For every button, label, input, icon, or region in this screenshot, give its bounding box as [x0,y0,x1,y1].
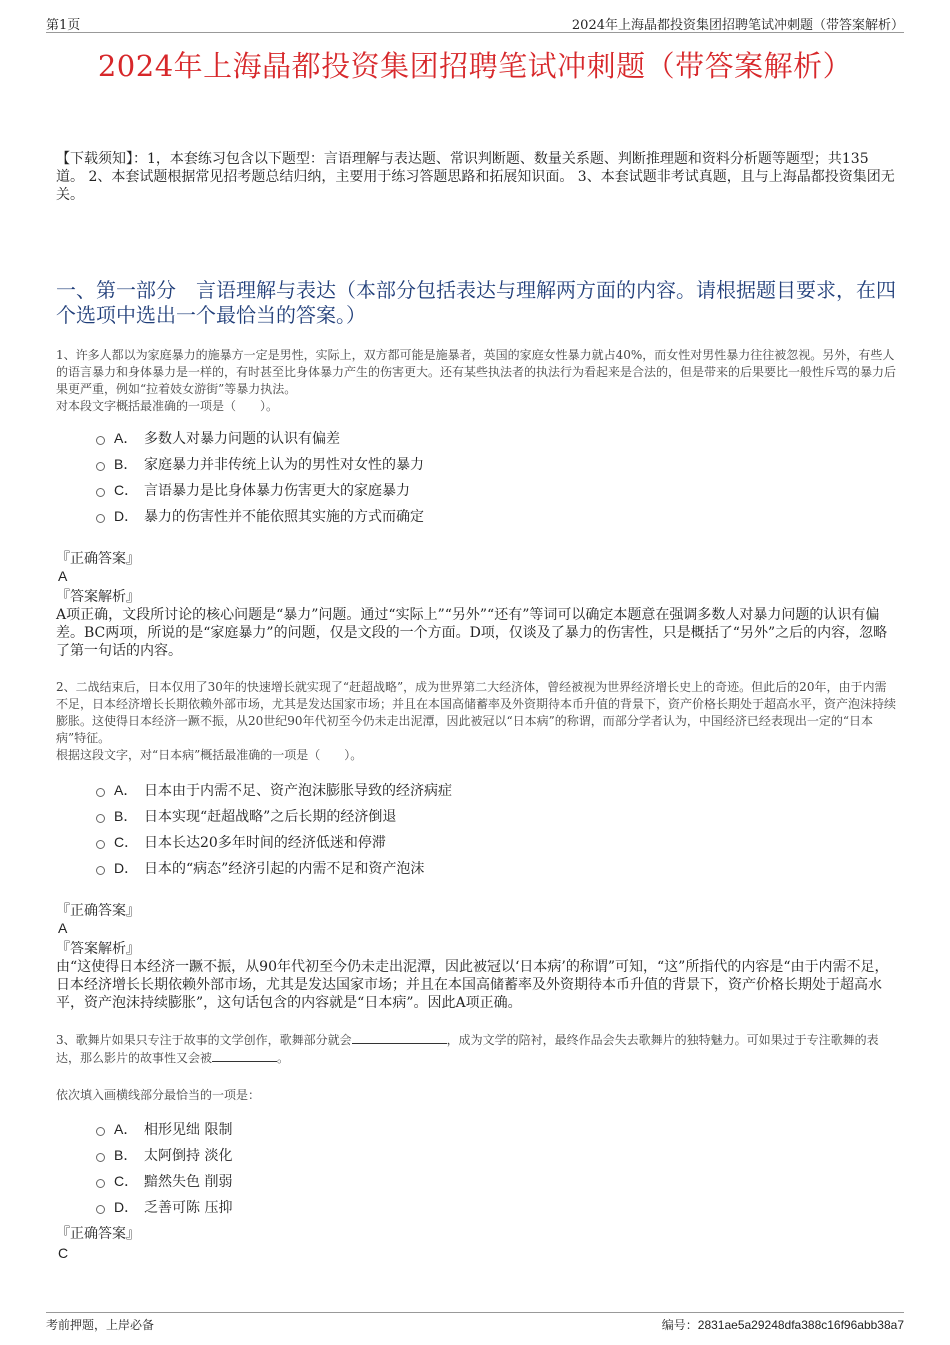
question-1-prompt: 对本段文字概括最准确的一项是（ ）。 [56,399,279,413]
option-b[interactable]: B． 太阿倒持 淡化 [96,1142,876,1168]
option-a[interactable]: A． 日本由于内需不足、资产泡沫膨胀导致的经济病症 [96,777,876,803]
radio-icon[interactable] [96,462,105,471]
header-doc-title: 2024年上海晶都投资集团招聘笔试冲刺题（带答案解析） [571,18,904,33]
question-3-text: 3、歌舞片如果只专注于故事的文学创作，歌舞部分就会 ，成为文学的陪衬，最终作品会失去歌舞片的独特魅力。可如果过于专注歌舞的表达，那么影片的故事性又会被 。 [56,1033,879,1065]
fill-blank-2 [212,1049,277,1062]
option-a[interactable]: A． 多数人对暴力问题的认识有偏差 [96,425,876,451]
radio-icon[interactable] [96,788,105,797]
question-3-options [96,1116,876,1220]
option-d[interactable]: D． 乏善可陈 压抑 [96,1194,876,1220]
question-3-prompt: 依次填入画横线部分最恰当的一项是： [56,1088,261,1102]
page-header [46,14,904,33]
radio-icon[interactable] [96,840,105,849]
answer-value: A [58,920,68,936]
answer-value: C [58,1245,69,1261]
option-b[interactable]: B． 家庭暴力并非传统上认为的男性对女性的暴力 [96,451,876,477]
question-2-options [96,777,876,881]
page-footer [46,1312,904,1333]
option-c[interactable]: C． 日本长达20多年时间的经济低迷和停滞 [96,829,876,855]
question-1-options [96,425,876,529]
option-d[interactable]: D． 日本的“病态”经济引起的内需不足和资产泡沫 [96,855,876,881]
question-2-analysis: 由“这使得日本经济一蹶不振，从90年代初至今仍未走出泥潭，因此被冠以‘日本病’的称谓”可知，“这”所指代的内容是“由于内需不足，日本经济增长长期依赖外部市场，尤其是发达国家市场；并且在本国高储蓄率及外资期待本币升值的背景下，资产价格长期处于超高水平，资产泡沫持续膨胀”，这句话包含的内容就是“日本病”。因此A项正确。 [56,959,889,1011]
radio-icon[interactable] [96,488,105,497]
radio-icon[interactable] [96,814,105,823]
option-c[interactable]: C． 黯然失色 削弱 [96,1168,876,1194]
option-c[interactable]: C． 言语暴力是比身体暴力伤害更大的家庭暴力 [96,477,876,503]
option-a[interactable]: A． 相形见绌 限制 [96,1116,876,1142]
radio-icon[interactable] [96,1179,105,1188]
option-b[interactable]: B． 日本实现“赶超战略”之后长期的经济倒退 [96,803,876,829]
option-d[interactable]: D． 暴力的伤害性并不能依照其实施的方式而确定 [96,503,876,529]
radio-icon[interactable] [96,866,105,875]
radio-icon[interactable] [96,1127,105,1136]
fill-blank-1 [352,1031,447,1044]
question-2-text: 2、二战结束后，日本仅用了30年的快速增长就实现了“赶超战略”，成为世界第二大经济体，曾经被视为世界经济增长史上的奇迹。但此后的20年，由于内需不足，日本经济增长长期依赖外部市场，尤其是发达国家市场；并且在本国高储蓄率及外资期待本币升值的背景下，资产价格长期处于超高水平，资产泡沫持续膨胀。这使得日本经济一蹶不振，从20世纪90年代初至今仍未走出泥潭，因此被冠以“日本病”的称谓，而部分学者认为，中国经济已经表现出一定的“日本病”特征。 根据这段文字，对“日本病”概括最准确的一项是（ ）。 [56,680,897,762]
answer-label: 『正确答案』 [56,903,140,919]
radio-icon[interactable] [96,1153,105,1162]
radio-icon[interactable] [96,514,105,523]
question-2-prompt: 根据这段文字，对“日本病”概括最准确的一项是（ ）。 [56,748,363,762]
question-1-text: 1、许多人都以为家庭暴力的施暴方一定是男性，实际上，双方都可能是施暴者，英国的家庭女性暴力就占40%，而女性对男性暴力往往被忽视。另外，有些人的语言暴力和身体暴力是一样的，有时甚至比身体暴力产生的伤害更大。还有某些执法者的执法行为看起来是合法的，但是带来的后果要比一般性斥骂的暴力后果更严重，例如“拉着妓女游街”等暴力执法。 对本段文字概括最准确的一项是（ ）。 [56,348,897,413]
answer-label: 『正确答案』 [56,1226,140,1242]
download-notice: 【下载须知】：1，本套练习包含以下题型：言语理解与表达题、常识判断题、数量关系题、判断推理题和资料分析题等题型；共135道。 2、本套试题根据常见招考题总结归纳，主要用于练习答题思路和拓展知识面。 3、本套试题非考试真题，且与上海晶都投资集团无关。 [56,151,895,203]
answer-value: A [58,568,68,584]
footer-slogan: 考前押题，上岸必备 [46,1318,155,1332]
question-1-analysis: A项正确，文段所讨论的核心问题是“暴力”问题。通过“实际上”“另外”“还有”等词可以确定本题意在强调多数人对暴力问题的认识有偏差。BC两项，所说的是“家庭暴力”的问题，仅是文段的一个方面。D项，仅谈及了暴力的伤害性，只是概括了“另外”之后的内容，忽略了第一句话的内容。 [56,607,888,659]
page-number: 第1页 [46,18,81,33]
radio-icon[interactable] [96,1205,105,1214]
radio-icon[interactable] [96,436,105,445]
answer-label: 『正确答案』 [56,551,140,567]
footer-code: 编号：2831ae5a29248dfa388c16f96abb38a7 [661,1318,904,1332]
analysis-label: 『答案解析』 [56,589,140,605]
page-title: 2024年上海晶都投资集团招聘笔试冲刺题（带答案解析） [97,49,853,83]
analysis-label: 『答案解析』 [56,941,140,957]
section-heading: 一、第一部分 言语理解与表达（本部分包括表达与理解两方面的内容。请根据题目要求，在四个选项中选出一个最恰当的答案。） [56,278,896,327]
